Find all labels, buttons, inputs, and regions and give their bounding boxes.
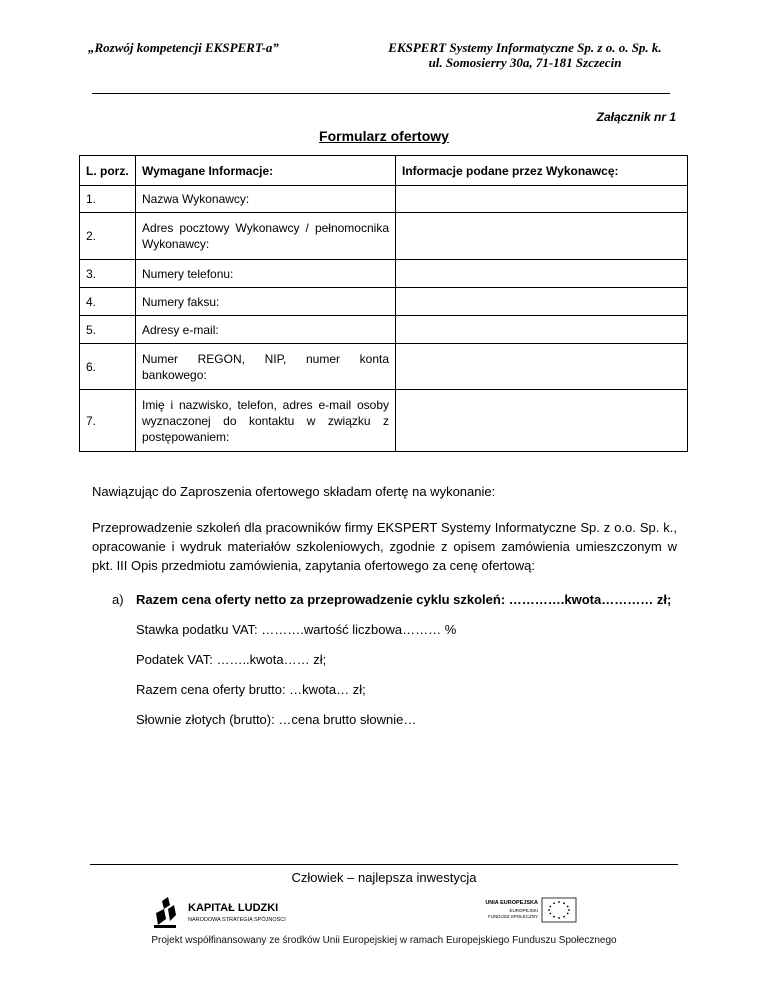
header-divider bbox=[92, 93, 670, 94]
header-company-address: ul. Somosierry 30a, 71-181 Szczecin bbox=[428, 55, 622, 70]
table-row bbox=[80, 288, 688, 316]
row-value-cell[interactable] bbox=[396, 344, 688, 390]
offer-item-label: a) bbox=[112, 592, 124, 607]
vat-amount-line: Podatek VAT: ……..kwota…… zł; bbox=[136, 652, 327, 667]
table-row bbox=[80, 186, 688, 213]
kapital-ludzki-emblem-icon bbox=[154, 897, 176, 928]
row-number: 1. bbox=[80, 186, 136, 213]
column-header-required-info: Wymagane Informacje: bbox=[136, 156, 396, 186]
gross-words-line: Słownie złotych (brutto): …cena brutto słownie… bbox=[136, 712, 417, 727]
table-row bbox=[80, 260, 688, 288]
table-row bbox=[80, 213, 688, 260]
table-row bbox=[80, 316, 688, 344]
row-value-cell[interactable] bbox=[396, 260, 688, 288]
row-number: 6. bbox=[80, 344, 136, 390]
eu-logo-sub2: FUNDUSZ SPOŁECZNY bbox=[487, 914, 538, 919]
row-value-cell[interactable] bbox=[396, 316, 688, 344]
vat-rate-line: Stawka podatku VAT: ……….wartość liczbowa……… % bbox=[136, 622, 457, 637]
row-value-cell[interactable] bbox=[396, 213, 688, 260]
row-value-cell[interactable] bbox=[396, 186, 688, 213]
row-label: Numery telefonu: bbox=[136, 260, 396, 288]
kapital-ludzki-subtitle: NARODOWA STRATEGIA SPÓJNOŚCI bbox=[188, 917, 286, 923]
table-row bbox=[80, 344, 688, 390]
footer-slogan: Człowiek – najlepsza inwestycja bbox=[291, 870, 477, 885]
column-header-contractor-info: Informacje podane przez Wykonawcę: bbox=[396, 156, 688, 186]
annex-label: Załącznik nr 1 bbox=[596, 110, 676, 124]
offer-item-a bbox=[112, 592, 671, 607]
row-label: Numer REGON, NIP, numer konta bankowego: bbox=[136, 344, 396, 390]
description-paragraph: Przeprowadzenie szkoleń dla pracowników firmy EKSPERT Systemy Informatyczne Sp. z o.o. Sp. k., opracowanie i wydruk materiałów szkoleniowych, zgodnie z opisem zamówienia umieszczonym w pkt. III Opis przedmiotu zamówienia, zapytania ofertowego za cenę ofertową: bbox=[92, 520, 677, 573]
gross-price-line: Razem cena oferty brutto: …kwota… zł; bbox=[136, 682, 366, 697]
row-label: Adresy e-mail: bbox=[136, 316, 396, 344]
eu-logo bbox=[480, 895, 590, 925]
table-header-row bbox=[80, 156, 688, 186]
project-cofinancing-note: Projekt współfinansowany ze środków Unii Europejskiej w ramach Europejskiego Funduszu Społecznego bbox=[151, 935, 617, 946]
eu-logo-sub1: EUROPEJSKI bbox=[509, 908, 538, 913]
footer-divider bbox=[90, 864, 678, 865]
table-row bbox=[80, 390, 688, 452]
header-company-name: EKSPERT Systemy Informatyczne Sp. z o. o. Sp. k. bbox=[388, 40, 662, 55]
row-number: 3. bbox=[80, 260, 136, 288]
row-value-cell[interactable] bbox=[396, 390, 688, 452]
kapital-ludzki-logo bbox=[152, 895, 302, 931]
row-label: Imię i nazwisko, telefon, adres e-mail osoby wyznaczonej do kontaktu w związku z postępowaniem: bbox=[136, 390, 396, 452]
row-value-cell[interactable] bbox=[396, 288, 688, 316]
kapital-ludzki-title: KAPITAŁ LUDZKI bbox=[188, 902, 279, 914]
offer-info-table bbox=[79, 155, 688, 452]
row-label: Numery faksu: bbox=[136, 288, 396, 316]
row-number: 7. bbox=[80, 390, 136, 452]
row-label: Nazwa Wykonawcy: bbox=[136, 186, 396, 213]
offer-item-text: Razem cena oferty netto za przeprowadzenie cyklu szkoleń: ………….kwota………… zł; bbox=[136, 592, 672, 607]
header-company bbox=[352, 40, 698, 70]
row-number: 2. bbox=[80, 213, 136, 260]
row-label: Adres pocztowy Wykonawcy / pełnomocnika Wykonawcy: bbox=[136, 213, 396, 260]
column-header-number: L. porz. bbox=[80, 156, 136, 186]
row-number: 5. bbox=[80, 316, 136, 344]
row-number: 4. bbox=[80, 288, 136, 316]
header-project-title: „Rozwój kompetencji EKSPERT-a” bbox=[88, 40, 279, 55]
eu-flag-icon bbox=[542, 898, 576, 922]
page-title: Formularz ofertowy bbox=[319, 128, 449, 144]
eu-logo-title: UNIA EUROPEJSKA bbox=[485, 900, 538, 906]
intro-paragraph: Nawiązując do Zaproszenia ofertowego składam ofertę na wykonanie: bbox=[92, 484, 496, 499]
